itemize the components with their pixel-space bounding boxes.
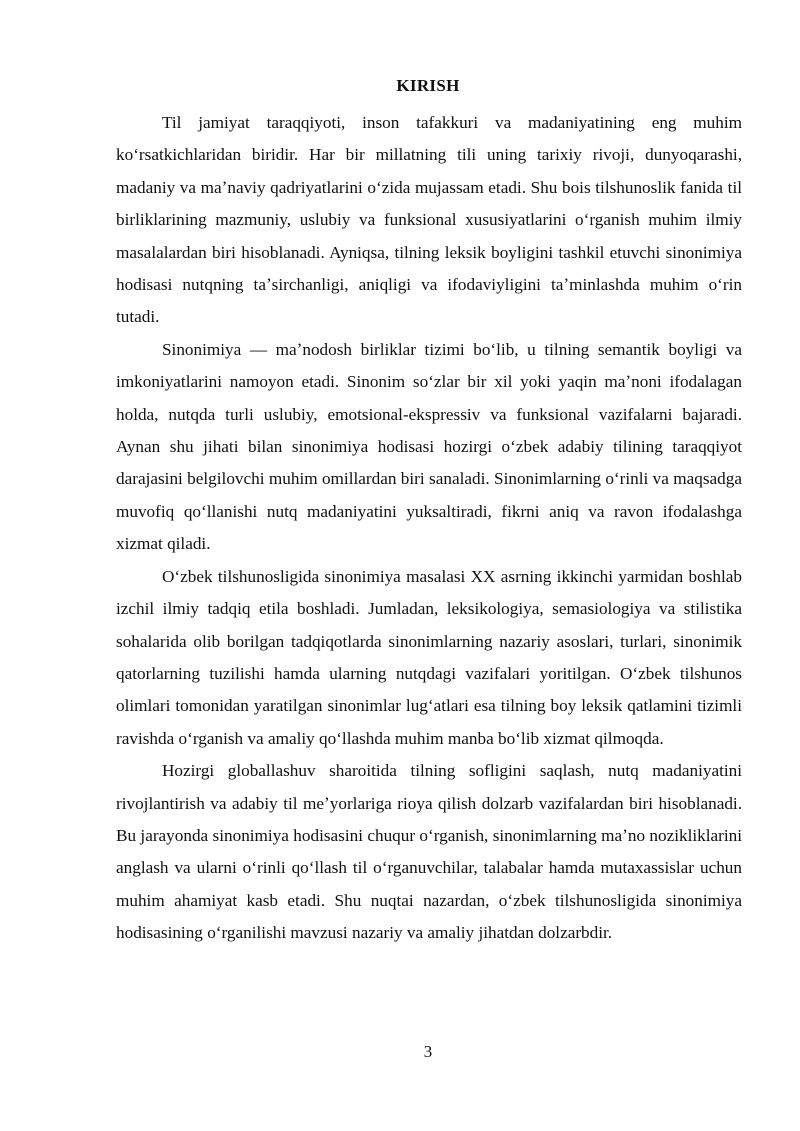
paragraph-1: Til jamiyat taraqqiyoti, inson tafakkuri va madaniyatining eng muhim koʻrsatkichlaridan biridir. Har bir millatning tili uning tarixiy rivoji, dunyoqarashi, madaniy va maʼnaviy qadriyatlarini oʻzida mujassam etadi. Shu bois tilshunoslik fanida til birliklarining mazmuniy, uslubiy va funksional xususiyatlarini oʻrganish muhim ilmiy masalalardan biri hisoblanadi. Ayniqsa, tilning leksik boyligini tashkil etuvchi sinonimiya hodisasi nutqning taʼsirchanligi, aniqligi va ifodaviyligini taʼminlashda muhim oʻrin tutadi. xyxy=(116,113,742,327)
page-title: KIRISH xyxy=(396,76,460,95)
body-text xyxy=(116,107,742,950)
paragraph-4: Hozirgi globallashuv sharoitida tilning sofligini saqlash, nutq madaniyatini rivojlantirish va adabiy til meʼyorlariga rioya qilish dolzarb vazifalardan biri hisoblanadi. Bu jarayonda sinonimiya hodisasini chuqur oʻrganish, sinonimlarning maʼno nozikliklarini anglash va ularni oʻrinli qoʻllash til oʻrganuvchilar, talabalar hamda mutaxassislar uchun muhim ahamiyat kasb etadi. Shu nuqtai nazardan, oʻzbek tilshunosligida sinonimiya hodisasining oʻrganilishi mavzusi nazariy va amaliy jihatdan dolzarbdir. xyxy=(116,761,742,943)
paragraph-2: Sinonimiya — maʼnodosh birliklar tizimi boʻlib, u tilning semantik boyligi va imkoniyatlarini namoyon etadi. Sinonim soʻzlar bir xil yoki yaqin maʼnoni ifodalagan holda, nutqda turli uslubiy, emotsional-ekspressiv va funksional vazifalarni bajaradi. Aynan shu jihati bilan sinonimiya hodisasi hozirgi oʻzbek adabiy tilining taraqqiyot darajasini belgilovchi muhim omillardan biri sanaladi. Sinonimlarning oʻrinli va maqsadga muvofiq qoʻllanishi nutq madaniyatini yuksaltiradi, fikrni aniq va ravon ifodalashga xizmat qiladi. xyxy=(116,339,742,554)
page-number: 3 xyxy=(423,1042,433,1061)
paragraph-3: Oʻzbek tilshunosligida sinonimiya masalasi XX asrning ikkinchi yarmidan boshlab izchil ilmiy tadqiq etila boshladi. Jumladan, leksikologiya, semasiologiya va stilistika sohalarida olib borilgan tadqiqotlarda sinonimlarning nazariy asoslari, turlari, sinonimik qatorlarning tuzilishi hamda ularning nutqdagi vazifalari yoritilgan. Oʻzbek tilshunos olimlari tomonidan yaratilgan sinonimlar lugʻatlari esa tilning boy leksik qatlamini tizimli ravishda oʻrganish va amaliy qoʻllashda muhim manba boʻlib xizmat qilmoqda. xyxy=(116,566,742,748)
